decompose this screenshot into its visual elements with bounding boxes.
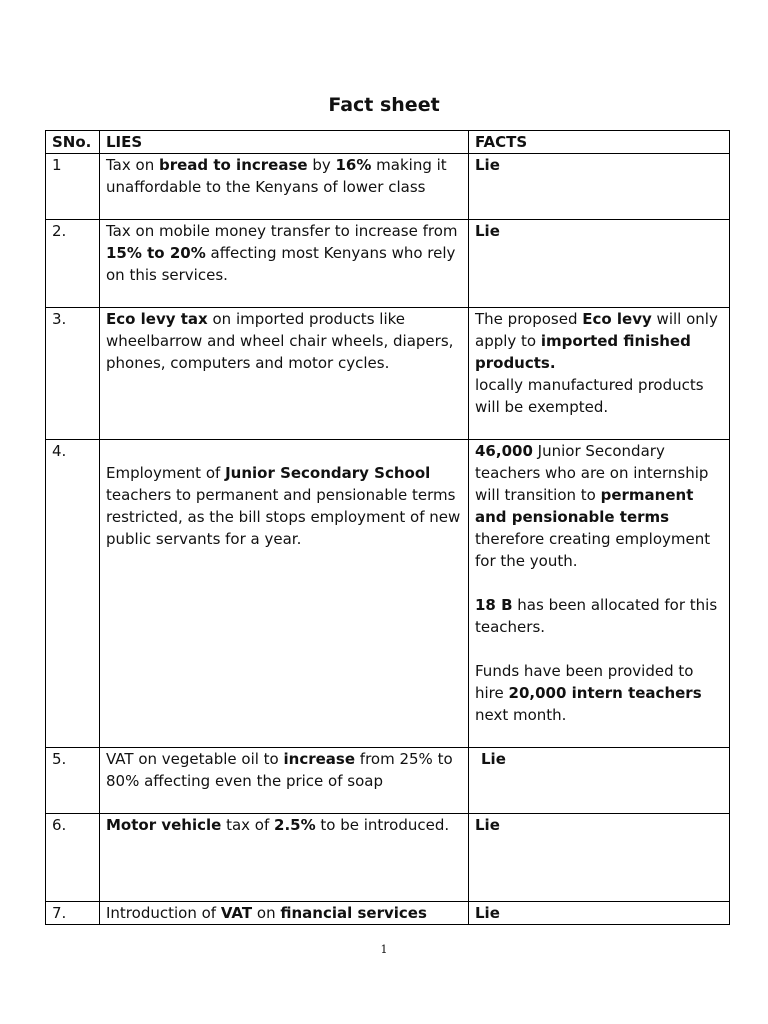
lie-text: to be introduced. (315, 816, 450, 834)
header-sno: SNo. (46, 131, 100, 154)
lie-cell (100, 220, 469, 308)
lie-text: Introduction of (106, 904, 221, 922)
table-row (46, 220, 730, 308)
fact-text: has been allocated for this teachers. (475, 596, 718, 636)
fact-text: The proposed (475, 310, 583, 328)
lie-text: affecting most Kenyans who rely on this services. (106, 244, 456, 284)
table-header-row (46, 131, 730, 154)
fact-emphasis: Eco levy (582, 310, 652, 328)
fact-emphasis: permanent and pensionable terms (475, 486, 694, 526)
fact-text: will only apply to (475, 310, 718, 350)
lie-cell (100, 308, 469, 440)
table-row (46, 440, 730, 748)
fact-text: Funds have been provided to hire (475, 662, 694, 702)
fact-verdict: Lie (475, 156, 500, 174)
table-row (46, 308, 730, 440)
fact-verdict: Lie (475, 904, 500, 922)
lie-cell (100, 902, 469, 925)
table-row (46, 154, 730, 220)
lie-emphasis: Junior Secondary School (225, 464, 431, 482)
lie-text: Employment of (106, 464, 226, 482)
lie-emphasis: Motor vehicle (106, 816, 222, 834)
lie-cell (100, 154, 469, 220)
page-title: Fact sheet (328, 94, 440, 116)
lie-emphasis: Eco levy tax (106, 310, 208, 328)
fact-emphasis: imported finished products. (475, 332, 691, 372)
fact-cell (469, 440, 730, 748)
fact-table (45, 130, 730, 925)
row-number: 5. (46, 748, 100, 814)
header-lies: LIES (100, 131, 469, 154)
lie-text: teachers to permanent and pensionable terms restricted, as the bill stops employment of new public servants for a year. (106, 486, 461, 548)
fact-cell (469, 220, 730, 308)
fact-text: Junior Secondary teachers who are on internship will transition to (475, 442, 709, 504)
fact-emphasis: 46,000 (475, 442, 533, 460)
lie-emphasis: VAT (220, 904, 253, 922)
lie-emphasis: financial services (280, 904, 427, 922)
lie-emphasis: 16% (335, 156, 372, 174)
fact-verdict: Lie (475, 816, 500, 834)
fact-text: next month. (475, 706, 567, 724)
fact-emphasis: 18 B (475, 596, 513, 614)
lie-cell (100, 814, 469, 902)
row-number: 2. (46, 220, 100, 308)
table-row (46, 748, 730, 814)
row-number: 1 (46, 154, 100, 220)
fact-cell (469, 308, 730, 440)
lie-text: making it unaffordable to the Kenyans of lower class (106, 156, 447, 196)
row-number: 6. (46, 814, 100, 902)
lie-emphasis: 2.5% (274, 816, 316, 834)
lie-text: from 25% to 80% affecting even the price of soap (106, 750, 453, 790)
fact-text: therefore creating employment for the youth. (475, 530, 711, 570)
row-number: 7. (46, 902, 100, 925)
fact-emphasis: 20,000 intern teachers (508, 684, 702, 702)
fact-text: locally manufactured products will be exempted. (475, 376, 704, 416)
row-number: 4. (46, 440, 100, 748)
fact-cell (469, 902, 730, 925)
lie-text: VAT on vegetable oil to (106, 750, 284, 768)
page-number: 1 (380, 943, 388, 956)
lie-text: on imported products like wheelbarrow and wheel chair wheels, diapers, phones, computers and motor cycles. (106, 310, 454, 372)
lie-cell (100, 748, 469, 814)
lie-text: by (307, 156, 336, 174)
fact-verdict: Lie (481, 750, 506, 768)
lie-text: Tax on mobile money transfer to increase from (106, 222, 458, 240)
row-number: 3. (46, 308, 100, 440)
fact-verdict: Lie (475, 222, 500, 240)
lie-text: Tax on (106, 156, 159, 174)
fact-cell (469, 814, 730, 902)
fact-cell (469, 154, 730, 220)
lie-text: tax of (221, 816, 275, 834)
fact-cell (469, 748, 730, 814)
lie-cell (100, 440, 469, 748)
table-row (46, 902, 730, 925)
lie-text: on (252, 904, 281, 922)
lie-emphasis: 15% to 20% (106, 244, 206, 262)
lie-emphasis: increase (283, 750, 356, 768)
header-facts: FACTS (469, 131, 730, 154)
table-row (46, 814, 730, 902)
lie-emphasis: bread to increase (158, 156, 308, 174)
